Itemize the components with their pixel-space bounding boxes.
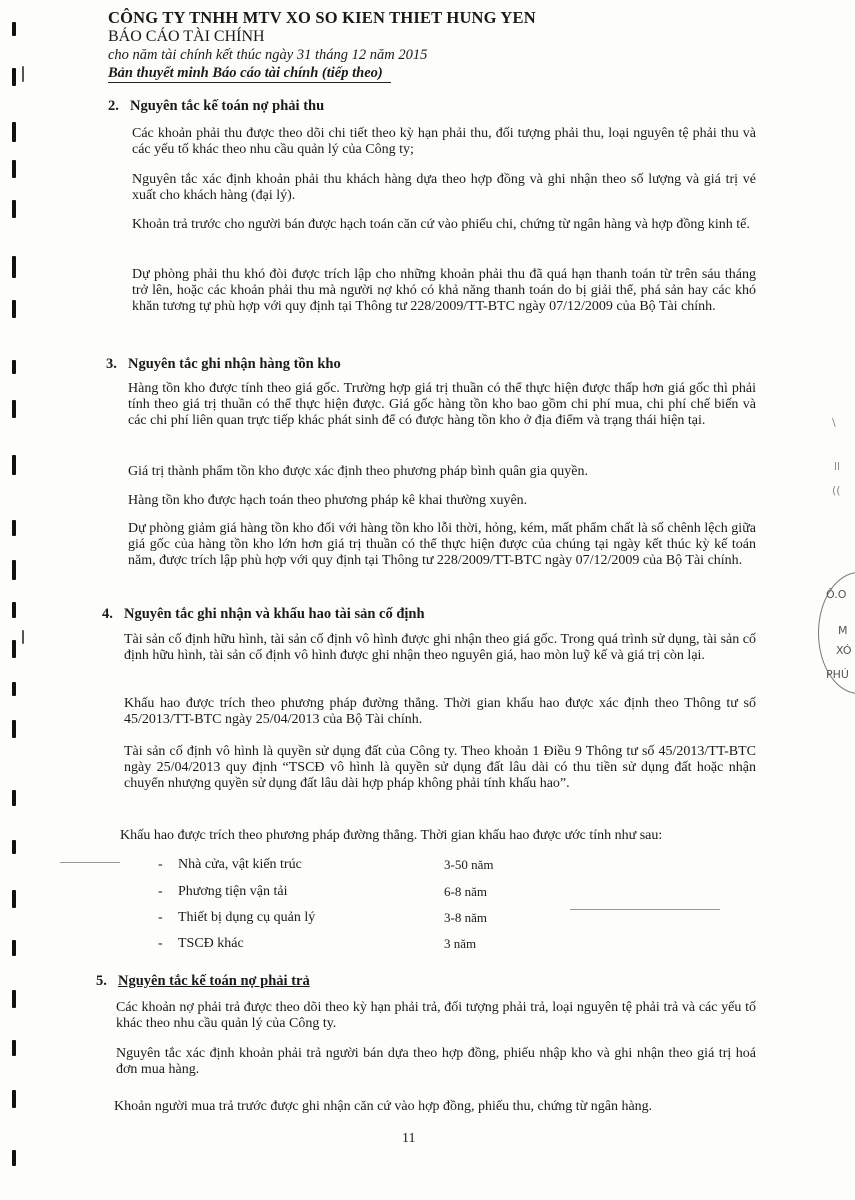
binding-mark (12, 682, 16, 696)
scan-artifact-line (60, 862, 120, 863)
depreciation-row (158, 910, 578, 928)
section-heading: Nguyên tắc ghi nhận và khấu hao tài sản cố định (124, 606, 425, 622)
binding-mark (12, 520, 16, 536)
report-header (108, 8, 748, 83)
list-dash: - (158, 936, 163, 951)
binding-mark (12, 840, 16, 854)
binding-mark (12, 360, 16, 374)
paragraph: Các khoản phải thu được theo dõi chi tiết theo kỳ hạn phải thu, đối tượng phải thu, loại nguyên tệ phải thu và các yếu tố khác theo nhu cầu quản lý của Công ty; (132, 126, 756, 157)
section-number: 4. (102, 606, 113, 622)
list-dash: - (158, 857, 163, 872)
binding-mark (12, 602, 16, 618)
binding-mark (12, 1090, 16, 1108)
binding-mark (12, 1150, 16, 1166)
section-heading: Nguyên tắc kế toán nợ phải thu (130, 98, 325, 114)
edge-mark: ll (834, 460, 841, 473)
asset-type: Phương tiện vận tải (178, 884, 288, 899)
paragraph: Nguyên tắc xác định khoản phải thu khách hàng dựa theo hợp đồng và ghi nhận theo số lượng và giá trị vé xuất cho khách hàng (đại lý). (132, 172, 756, 203)
section-heading: Nguyên tắc ghi nhận hàng tồn kho (128, 356, 341, 372)
binding-mark (12, 640, 16, 658)
seal-text: M (838, 624, 848, 637)
paragraph: Khấu hao được trích theo phương pháp đường thẳng. Thời gian khấu hao được xác định theo Thông tư số 45/2013/TT-BTC ngày 25/04/2013 của Bộ Tài chính. (124, 696, 756, 727)
useful-life: 6-8 năm (444, 884, 487, 899)
binding-mark (12, 68, 16, 86)
report-period: cho năm tài chính kết thúc ngày 31 tháng 12 năm 2015 (108, 47, 428, 63)
asset-type: TSCĐ khác (178, 936, 244, 951)
asset-type: Nhà cửa, vật kiến trúc (178, 857, 302, 872)
binding-mark (12, 790, 16, 806)
binding-mark (12, 200, 16, 218)
paragraph: Giá trị thành phẩm tồn kho được xác định theo phương pháp bình quân gia quyền. (128, 464, 589, 479)
binding-mark (12, 160, 16, 178)
binding-mark (12, 300, 16, 318)
paragraph: Tài sản cố định vô hình là quyền sử dụng đất của Công ty. Theo khoản 1 Điều 9 Thông tư số 45/2013/TT-BTC ngày 25/04/2013 quy định “TSCĐ vô hình là quyền sử dụng đất lâu dài có thu tiền sử dụng đất hoặc nhận chuyển nhượng quyền sử dụng đất lâu dài hợp pháp không phải tính khấu hao”. (124, 744, 756, 791)
useful-life: 3-50 năm (444, 857, 494, 872)
useful-life: 3 năm (444, 936, 477, 951)
binding-mark (12, 122, 16, 142)
seal-text: Ô.O (826, 588, 847, 601)
binding-mark (12, 890, 16, 908)
paragraph: Hàng tồn kho được tính theo giá gốc. Trường hợp giá trị thuần có thể thực hiện được thấp hơn giá gốc thì phải tính theo giá trị thuần có thể thực hiện được. Giá gốc hàng tồn kho bao gồm chi phí mua, chi phí chế biến và các chi phí liên quan trực tiếp khác phát sinh để có được hàng tồn kho ở địa điểm và trạng thái hiện tại. (128, 381, 756, 428)
binding-mark (22, 630, 24, 644)
paragraph: Khấu hao được trích theo phương pháp đường thẳng. Thời gian khấu hao được ước tính như sau: (120, 828, 663, 843)
binding-mark (12, 940, 16, 956)
depreciation-row (158, 936, 578, 954)
binding-mark (12, 22, 16, 36)
edge-mark: \ (832, 416, 836, 429)
section-3-title (106, 356, 341, 373)
paragraph: Dự phòng phải thu khó đòi được trích lập cho những khoản phải thu đã quá hạn thanh toán từ trên sáu tháng trở lên, hoặc các khoản phải thu mà người nợ khó có khả năng thanh toán do bị giải thể, phá sản hay các khó khăn tương tự phù hợp với quy định tại Thông tư 228/2009/TT-BTC ngày 07/12/2009 của Bộ Tài chính. (132, 267, 756, 314)
useful-life: 3-8 năm (444, 910, 487, 925)
binding-mark (12, 256, 16, 278)
section-5-title (96, 973, 310, 990)
section-number: 5. (96, 973, 107, 989)
scan-artifact-line (570, 909, 720, 910)
binding-mark (12, 560, 16, 580)
asset-type: Thiết bị dụng cụ quản lý (178, 910, 316, 925)
depreciation-row (158, 857, 578, 875)
depreciation-row (158, 884, 578, 902)
seal-text: XÓ (836, 644, 852, 657)
list-dash: - (158, 884, 163, 899)
notes-title: Bản thuyết minh Báo cáo tài chính (tiếp theo) (108, 64, 391, 83)
binding-mark (22, 66, 24, 82)
binding-mark (12, 455, 16, 475)
company-name: CÔNG TY TNHH MTV XO SO KIEN THIET HUNG YEN (108, 8, 536, 27)
paragraph: Khoản người mua trả trước được ghi nhận căn cứ vào hợp đồng, phiếu thu, chứng từ ngân hàng. (114, 1099, 653, 1114)
section-number: 3. (106, 356, 117, 372)
section-4-title (102, 606, 425, 623)
edge-mark: (( (832, 484, 841, 497)
paragraph: Nguyên tắc xác định khoản phải trả người bán dựa theo hợp đồng, phiếu nhập kho và ghi nhận theo giá trị hoá đơn mua hàng. (116, 1046, 756, 1077)
page-number: 11 (402, 1131, 416, 1146)
paragraph: Tài sản cố định hữu hình, tài sản cố định vô hình được ghi nhận theo giá gốc. Trong quá trình sử dụng, tài sản cố định hữu hình, tài sản cố định vô hình được ghi nhận theo nguyên giá, hao mòn luỹ kế và giá trị còn lại. (124, 632, 756, 663)
report-title: BÁO CÁO TÀI CHÍNH (108, 28, 265, 45)
paragraph: Hàng tồn kho được hạch toán theo phương pháp kê khai thường xuyên. (128, 493, 528, 508)
list-dash: - (158, 910, 163, 925)
binding-mark (12, 1040, 16, 1056)
binding-mark (12, 720, 16, 738)
paragraph: Các khoản nợ phải trả được theo dõi theo kỳ hạn phải trả, đối tượng phải trả, loại nguyên tệ phải trả và các yếu tố khác theo nhu cầu quản lý của Công ty. (116, 1000, 756, 1031)
binding-mark (12, 400, 16, 418)
seal-text: PHÚ (826, 668, 849, 681)
paragraph: Dự phòng giảm giá hàng tồn kho đối với hàng tồn kho lỗi thời, hỏng, kém, mất phẩm chất là số chênh lệch giữa giá gốc của hàng tồn kho lớn hơn giá trị thuần có thể thực hiện được của chúng tại ngày kết thúc kỳ kế toán năm, được trích lập phù hợp với quy định tại Thông tư 228/2009/TT-BTC ngày 07/12/2009 của Bộ Tài chính. (128, 521, 756, 568)
binding-mark (12, 990, 16, 1008)
section-number: 2. (108, 98, 119, 114)
section-2-title (108, 98, 324, 115)
section-heading: Nguyên tắc kế toán nợ phải trả (118, 973, 310, 989)
paragraph: Khoản trả trước cho người bán được hạch toán căn cứ vào phiếu chi, chứng từ ngân hàng và hợp đồng kinh tế. (132, 217, 750, 232)
